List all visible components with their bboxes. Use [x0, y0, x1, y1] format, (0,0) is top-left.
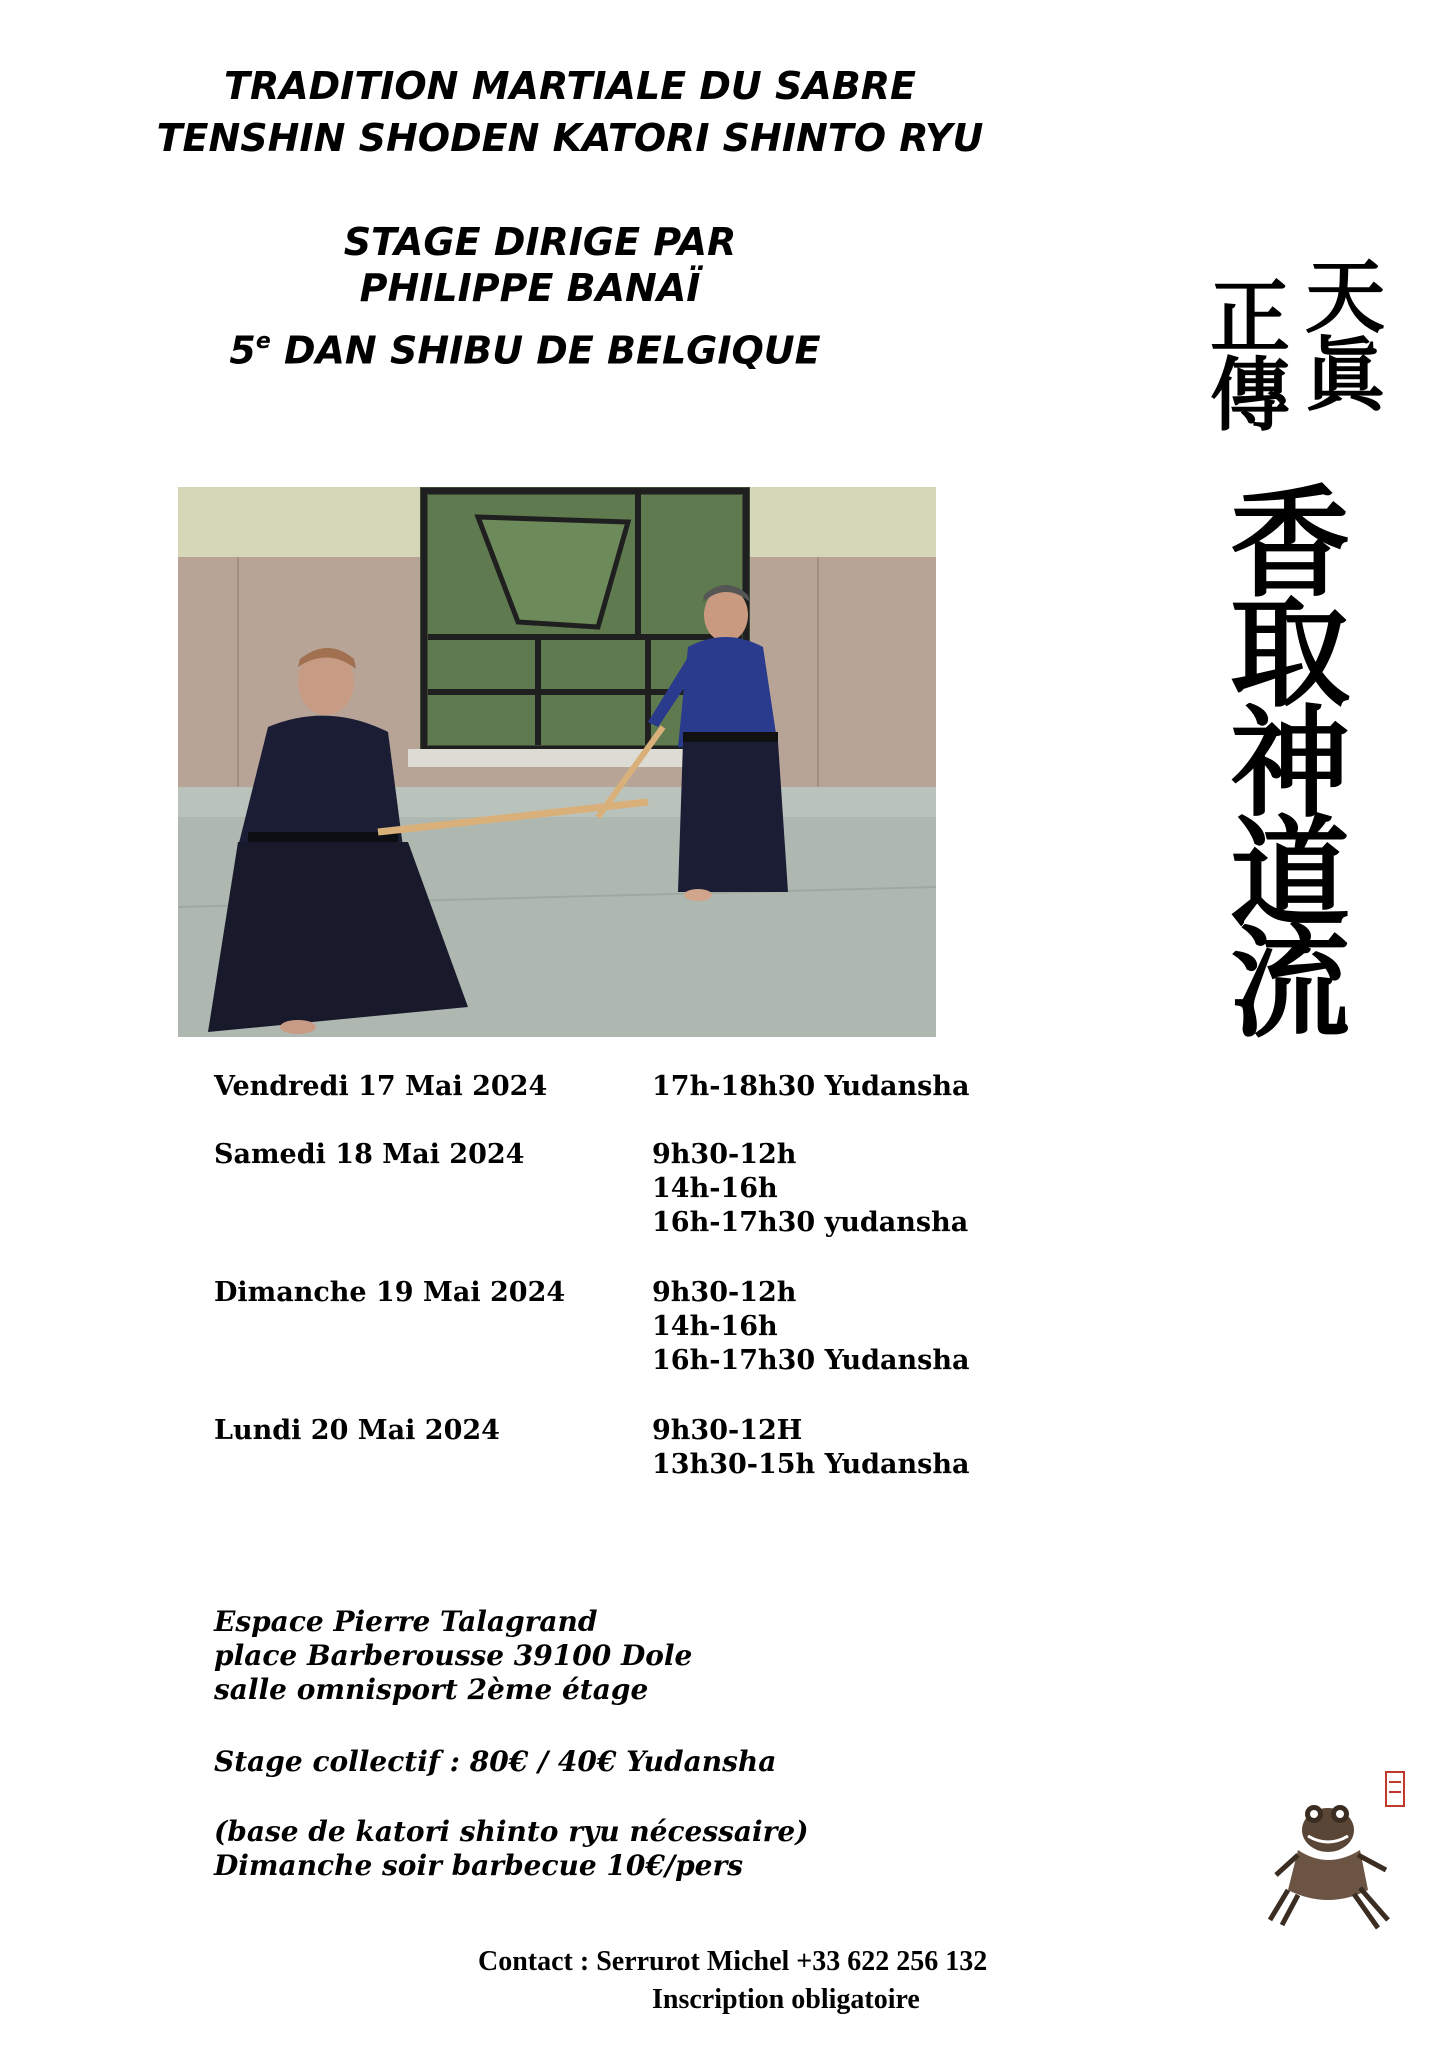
venue-line-1: Espace Pierre Talagrand — [214, 1605, 598, 1638]
price: Stage collectif : 80€ / 40€ Yudansha — [214, 1745, 777, 1778]
schedule-day: Samedi 18 Mai 2024 — [214, 1139, 525, 1170]
schedule-times — [652, 1138, 968, 1240]
instructor-name: PHILIPPE BANAÏ — [359, 266, 701, 310]
calligraphy-glyph: 香 — [1230, 475, 1350, 614]
schedule-time: 9h30-12h — [652, 1277, 797, 1308]
dojo-photo — [178, 487, 936, 1037]
schedule-day: Lundi 20 Mai 2024 — [214, 1415, 500, 1446]
title-line-2: TENSHIN SHODEN KATORI SHINTO RYU — [156, 116, 984, 160]
calligraphy-scroll — [1160, 255, 1420, 1075]
schedule-day: Vendredi 17 Mai 2024 — [214, 1071, 548, 1102]
schedule-time: 13h30-15h Yudansha — [652, 1449, 970, 1480]
note-requirement: (base de katori shinto ryu nécessaire) — [214, 1815, 809, 1848]
schedule-time: 9h30-12H — [652, 1415, 803, 1446]
calligraphy-glyph: 天 — [1305, 255, 1385, 344]
instructor-rank: 5e DAN SHIBU DE BELGIQUE — [229, 328, 821, 373]
stage-directed-by: STAGE DIRIGE PAR — [343, 220, 737, 264]
schedule-time: 16h-17h30 yudansha — [652, 1207, 969, 1238]
calligraphy-glyph: 流 — [1230, 915, 1350, 1054]
calligraphy-glyph: 神 — [1230, 695, 1350, 834]
frog-illustration — [1268, 1770, 1418, 1930]
venue-line-3: salle omnisport 2ème étage — [214, 1673, 649, 1706]
schedule-day: Dimanche 19 Mai 2024 — [214, 1277, 566, 1308]
contact: Contact : Serrurot Michel +33 622 256 132 — [478, 1946, 988, 1977]
note-barbecue: Dimanche soir barbecue 10€/pers — [214, 1849, 744, 1882]
calligraphy-glyph: 傳 — [1210, 349, 1290, 442]
schedule-time: 16h-17h30 Yudansha — [652, 1345, 970, 1376]
calligraphy-glyph: 正 — [1210, 271, 1290, 364]
calligraphy-glyph: 道 — [1230, 805, 1350, 944]
schedule-times — [652, 1276, 969, 1378]
title-line-1: TRADITION MARTIALE DU SABRE — [224, 64, 916, 108]
venue-line-2: place Barberousse 39100 Dole — [214, 1639, 693, 1672]
seal-stamp — [1386, 1772, 1404, 1806]
schedule-times — [652, 1070, 969, 1104]
schedule-time: 17h-18h30 Yudansha — [652, 1071, 970, 1102]
calligraphy-glyph: 取 — [1230, 585, 1350, 724]
calligraphy-glyph: 眞 — [1305, 329, 1385, 422]
schedule-time: 14h-16h — [652, 1311, 778, 1342]
schedule-times — [652, 1414, 969, 1482]
schedule-time: 9h30-12h — [652, 1139, 797, 1170]
schedule-time: 14h-16h — [652, 1173, 778, 1204]
inscription-required: Inscription obligatoire — [652, 1984, 920, 2015]
